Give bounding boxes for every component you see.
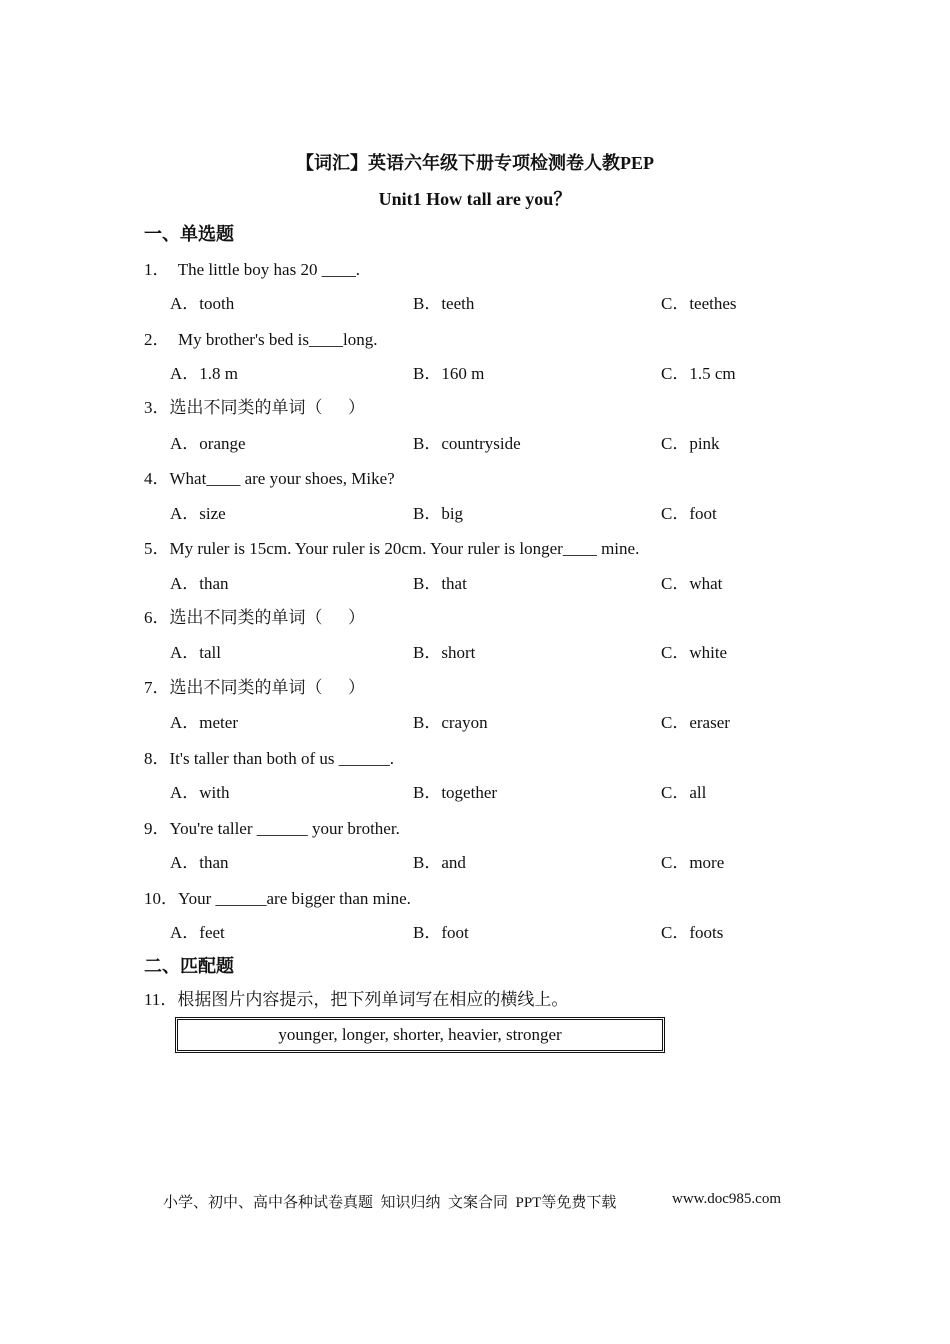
footer-text: 小学、初中、高中各种试卷真题 知识归纳 文案合同 PPT等免费下载: [163, 1195, 617, 1211]
option-b: B．short: [413, 643, 476, 662]
question-stem: 9．You're taller ______ your brother.: [144, 819, 400, 838]
option-b: B．teeth: [413, 294, 475, 313]
word-bank-words: younger, longer, shorter, heavier, stronger: [278, 1025, 562, 1044]
option-a: A．than: [170, 574, 229, 593]
option-a: A．meter: [170, 713, 238, 732]
option-c: C．pink: [661, 434, 720, 453]
option-a: A．tooth: [170, 294, 235, 313]
question-stem: 3．选出不同类的单词（ ）: [144, 398, 365, 417]
option-c: C．teethes: [661, 294, 737, 313]
section-heading-matching: 二、匹配题: [144, 956, 234, 976]
question-stem: 4．What____ are your shoes, Mike?: [144, 469, 395, 488]
option-a: A．size: [170, 504, 226, 523]
question-stem: 1． The little boy has 20 ____.: [144, 260, 360, 279]
option-a: A．than: [170, 853, 229, 872]
option-a: A．feet: [170, 923, 225, 942]
section-heading-single-choice: 一、单选题: [144, 224, 234, 244]
option-c: C．foots: [661, 923, 724, 942]
question-stem: 6．选出不同类的单词（ ）: [144, 608, 365, 627]
option-b: B．big: [413, 504, 464, 523]
option-c: C．what: [661, 574, 723, 593]
option-b: B．together: [413, 783, 498, 802]
question-stem: 5．My ruler is 15cm. Your ruler is 20cm. Your ruler is longer____ mine.: [144, 539, 640, 558]
option-c: C．white: [661, 643, 728, 662]
page-subtitle: Unit1 How tall are you？: [378, 189, 572, 209]
option-a: A．with: [170, 783, 230, 802]
word-bank-box: [175, 1017, 665, 1053]
option-c: C．more: [661, 853, 725, 872]
option-c: C．foot: [661, 504, 717, 523]
page-title: 【词汇】英语六年级下册专项检测卷人教PEP: [296, 153, 654, 173]
question-stem: 11．根据图片内容提示，把下列单词写在相应的横线上。: [144, 990, 569, 1009]
option-b: B．countryside: [413, 434, 521, 453]
option-a: A．orange: [170, 434, 246, 453]
option-c: C．eraser: [661, 713, 730, 732]
option-c: C．1.5 cm: [661, 364, 736, 383]
question-stem: 7．选出不同类的单词（ ）: [144, 678, 365, 697]
option-b: B．crayon: [413, 713, 488, 732]
option-a: A．tall: [170, 643, 221, 662]
option-b: B．foot: [413, 923, 469, 942]
option-a: A．1.8 m: [170, 364, 238, 383]
question-stem: 2． My brother's bed is____long.: [144, 330, 378, 349]
option-b: B．160 m: [413, 364, 485, 383]
question-stem: 10．Your ______are bigger than mine.: [144, 889, 411, 908]
footer-url[interactable]: www.doc985.com: [672, 1191, 782, 1207]
option-b: B．that: [413, 574, 467, 593]
option-c: C．all: [661, 783, 707, 802]
option-b: B．and: [413, 853, 466, 872]
question-stem: 8．It's taller than both of us ______.: [144, 749, 395, 768]
